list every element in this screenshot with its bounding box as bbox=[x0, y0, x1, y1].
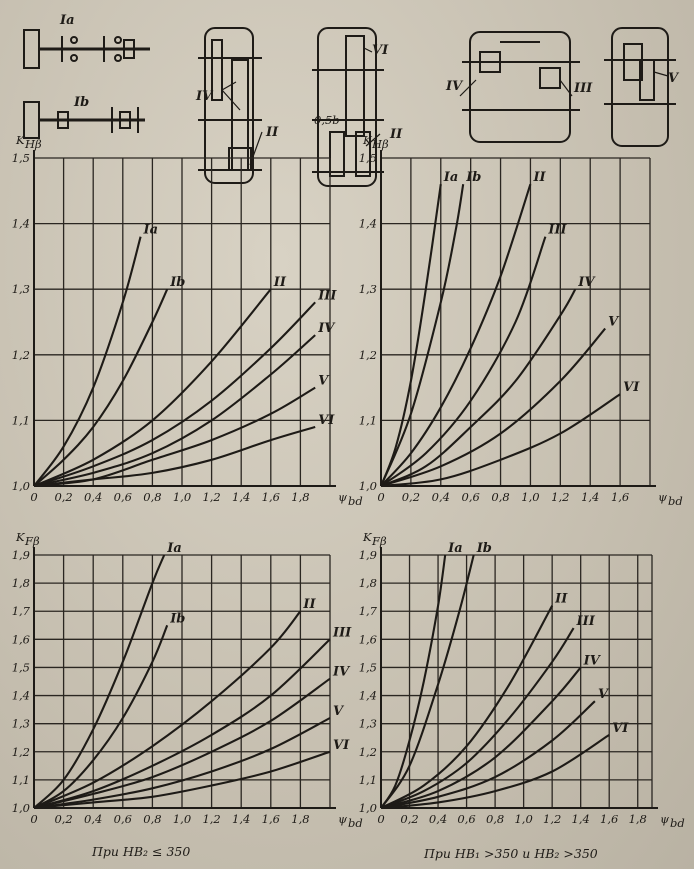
x-tick-label: 0,4 bbox=[84, 490, 103, 504]
y-tick-label: 1,5 bbox=[358, 151, 377, 165]
curve-label-ia: Ia bbox=[167, 541, 182, 556]
schematic-label-ib: Ib bbox=[74, 95, 90, 110]
y-tick-label: 1,2 bbox=[358, 744, 377, 759]
y-axis-title-subscript: Fβ bbox=[372, 534, 387, 548]
schematic-ia bbox=[24, 13, 150, 68]
schematic-label-v: V bbox=[668, 71, 679, 86]
x-tick-label: 1,2 bbox=[202, 490, 221, 504]
x-axis-title-subscript: bd bbox=[348, 494, 363, 508]
curve-label-ib: Ib bbox=[466, 170, 482, 186]
schematic-ib bbox=[24, 95, 145, 138]
y-tick-label: 1,8 bbox=[358, 576, 377, 591]
x-tick-label: 0,6 bbox=[457, 812, 476, 826]
y-tick-label: 1,6 bbox=[358, 632, 377, 647]
schematic-label-ii-1: II bbox=[266, 125, 279, 140]
y-tick-label: 1,0 bbox=[358, 479, 377, 493]
curve-label-vi: VI bbox=[623, 380, 640, 396]
x-axis-title-subscript: bd bbox=[668, 494, 683, 508]
x-tick-label: 0 bbox=[30, 490, 38, 504]
y-tick-label: 1,3 bbox=[358, 282, 377, 297]
y-tick-label: 1,0 bbox=[11, 801, 30, 815]
x-tick-label: 1,2 bbox=[543, 812, 562, 826]
y-tick-label: 1,8 bbox=[11, 576, 30, 591]
y-tick-label: 1,6 bbox=[11, 632, 30, 647]
schematic-gearbox-2 bbox=[312, 28, 403, 186]
curve-label-ib: Ib bbox=[170, 275, 186, 291]
curve-ib bbox=[34, 625, 167, 808]
caption-bottom-left: При HB₂ ≤ 350 bbox=[92, 844, 191, 859]
y-tick-label: 1,5 bbox=[11, 660, 30, 675]
schematic-label-half-b: 0,5b bbox=[314, 113, 340, 127]
x-tick-label: 0,2 bbox=[54, 812, 73, 826]
schematic-label-iv-2: IV bbox=[446, 79, 463, 94]
x-tick-label: 0,2 bbox=[400, 812, 419, 826]
y-tick-label: 1,4 bbox=[11, 216, 30, 231]
y-tick-label: 1,5 bbox=[11, 151, 30, 165]
schematic-gearbox-1 bbox=[195, 28, 279, 183]
y-tick-label: 1,0 bbox=[11, 479, 30, 493]
schematic-label-vi: VI bbox=[372, 43, 389, 58]
x-tick-label: 0,8 bbox=[491, 490, 510, 504]
x-tick-label: 1,8 bbox=[291, 490, 310, 504]
curve-ib bbox=[381, 555, 474, 808]
x-tick-label: 0,8 bbox=[143, 812, 162, 826]
y-axis-title-subscript: Hβ bbox=[25, 137, 42, 151]
x-tick-label: 0,4 bbox=[431, 490, 450, 504]
curve-label-v: V bbox=[318, 373, 329, 389]
x-axis-title: ψ bbox=[660, 812, 670, 826]
y-tick-label: 1,4 bbox=[358, 216, 377, 231]
curve-label-iii: III bbox=[576, 614, 595, 630]
y-tick-label: 1,3 bbox=[358, 716, 377, 731]
y-tick-label: 1,2 bbox=[11, 347, 30, 362]
y-axis-title: K bbox=[363, 530, 372, 544]
x-axis-title: ψ bbox=[658, 490, 668, 504]
y-axis-title: K bbox=[16, 530, 25, 544]
x-tick-label: 0,6 bbox=[461, 490, 480, 504]
x-tick-label: 1,4 bbox=[232, 490, 251, 504]
curve-label-v: V bbox=[333, 704, 344, 720]
curve-label-ia: Ia bbox=[443, 170, 459, 186]
x-tick-label: 1,0 bbox=[514, 812, 533, 826]
curve-label-ib: Ib bbox=[476, 541, 492, 556]
x-tick-label: 1,8 bbox=[628, 812, 647, 826]
x-tick-label: 1,6 bbox=[261, 812, 280, 826]
x-axis-title: ψ bbox=[338, 490, 348, 504]
chart-bottom-left bbox=[12, 530, 363, 830]
curve-label-ii: II bbox=[303, 597, 316, 613]
y-axis-title-subscript: Hβ bbox=[372, 137, 389, 151]
x-tick-label: 0,4 bbox=[428, 812, 448, 826]
curve-label-ii: II bbox=[533, 170, 546, 186]
y-tick-label: 1,1 bbox=[11, 772, 30, 787]
x-tick-label: 1,6 bbox=[261, 490, 280, 504]
y-tick-label: 1,4 bbox=[358, 688, 377, 703]
x-tick-label: 0 bbox=[377, 490, 385, 504]
y-tick-label: 1,2 bbox=[11, 744, 30, 759]
y-tick-label: 1,1 bbox=[358, 413, 377, 428]
schematic-label-iii: III bbox=[574, 81, 593, 96]
schematic-gearbox-4 bbox=[604, 28, 680, 146]
x-tick-label: 1,2 bbox=[551, 490, 570, 504]
chart-top-right bbox=[359, 133, 683, 508]
x-tick-label: 1,6 bbox=[610, 490, 630, 504]
x-tick-label: 1,4 bbox=[571, 812, 590, 826]
x-tick-label: 0,8 bbox=[143, 490, 162, 504]
curve-label-iii: III bbox=[318, 288, 337, 304]
curve-label-ii: II bbox=[273, 275, 286, 291]
curve-label-iii: III bbox=[548, 222, 567, 238]
curve-label-v: V bbox=[597, 687, 609, 703]
curve-label-iv: IV bbox=[333, 664, 350, 680]
curve-ia bbox=[34, 237, 141, 486]
x-tick-label: 0,2 bbox=[401, 490, 421, 504]
x-axis-title-subscript: bd bbox=[670, 816, 685, 830]
curve-iii bbox=[34, 302, 315, 486]
x-tick-label: 0,6 bbox=[113, 812, 132, 826]
curve-label-iii: III bbox=[333, 625, 352, 641]
schematic-label-ia: Ia bbox=[60, 13, 75, 28]
curve-iii bbox=[381, 237, 545, 486]
y-tick-label: 1,4 bbox=[11, 688, 30, 703]
y-tick-label: 1,1 bbox=[11, 413, 30, 428]
curve-label-iv: IV bbox=[578, 275, 595, 291]
y-tick-label: 1,3 bbox=[11, 716, 30, 731]
x-axis-title: ψ bbox=[338, 812, 348, 826]
schematic-label-ii-2: II bbox=[390, 127, 403, 142]
curve-ii bbox=[34, 611, 300, 808]
curve-label-iv: IV bbox=[583, 653, 600, 669]
curve-label-v: V bbox=[608, 314, 619, 330]
curve-ia bbox=[381, 555, 445, 808]
curve-label-iv: IV bbox=[318, 321, 335, 337]
curve-label-ii: II bbox=[555, 591, 568, 607]
curve-label-vi: VI bbox=[318, 412, 335, 428]
curve-v bbox=[34, 388, 315, 486]
y-tick-label: 1,5 bbox=[358, 660, 377, 675]
y-tick-label: 1,7 bbox=[11, 604, 30, 619]
schematic-gearbox-3 bbox=[445, 32, 593, 142]
x-tick-label: 0,2 bbox=[54, 490, 73, 504]
x-tick-label: 0,8 bbox=[485, 812, 505, 826]
y-tick-label: 1,0 bbox=[358, 801, 377, 815]
curve-label-ib: Ib bbox=[170, 611, 186, 627]
curve-label-vi: VI bbox=[612, 720, 629, 736]
chart-top-left bbox=[12, 133, 363, 508]
x-tick-label: 1,8 bbox=[291, 812, 310, 826]
x-tick-label: 0 bbox=[30, 812, 38, 826]
x-tick-label: 1,0 bbox=[172, 812, 192, 826]
y-tick-label: 1,7 bbox=[358, 604, 377, 619]
y-tick-label: 1,2 bbox=[358, 347, 377, 362]
y-tick-label: 1,3 bbox=[11, 282, 30, 297]
caption-bottom-right: При HB₁ >350 и HB₂ >350 bbox=[424, 846, 598, 861]
x-tick-label: 1,0 bbox=[172, 490, 192, 504]
x-axis-title-subscript: bd bbox=[348, 816, 363, 830]
curve-label-vi: VI bbox=[333, 737, 350, 753]
chart-bottom-right bbox=[359, 530, 685, 830]
x-tick-label: 1,0 bbox=[521, 490, 540, 504]
y-tick-label: 1,9 bbox=[358, 548, 377, 562]
curve-ib bbox=[381, 184, 463, 486]
x-tick-label: 1,2 bbox=[202, 812, 221, 826]
y-axis-title: K bbox=[16, 133, 25, 147]
x-tick-label: 0,6 bbox=[113, 490, 132, 504]
x-tick-label: 0,4 bbox=[84, 812, 103, 826]
schematic-label-iv-1: IV bbox=[196, 89, 213, 104]
curve-label-ia: Ia bbox=[448, 541, 463, 556]
x-tick-label: 0 bbox=[377, 812, 385, 826]
x-tick-label: 1,4 bbox=[232, 812, 251, 826]
y-tick-label: 1,9 bbox=[11, 548, 30, 562]
x-tick-label: 1,6 bbox=[600, 812, 619, 826]
x-tick-label: 1,4 bbox=[581, 490, 600, 504]
curve-label-ia: Ia bbox=[143, 222, 159, 238]
y-axis-title: K bbox=[363, 133, 372, 147]
curve-iv bbox=[34, 335, 315, 486]
y-tick-label: 1,1 bbox=[358, 772, 377, 787]
y-axis-title-subscript: Fβ bbox=[25, 534, 40, 548]
